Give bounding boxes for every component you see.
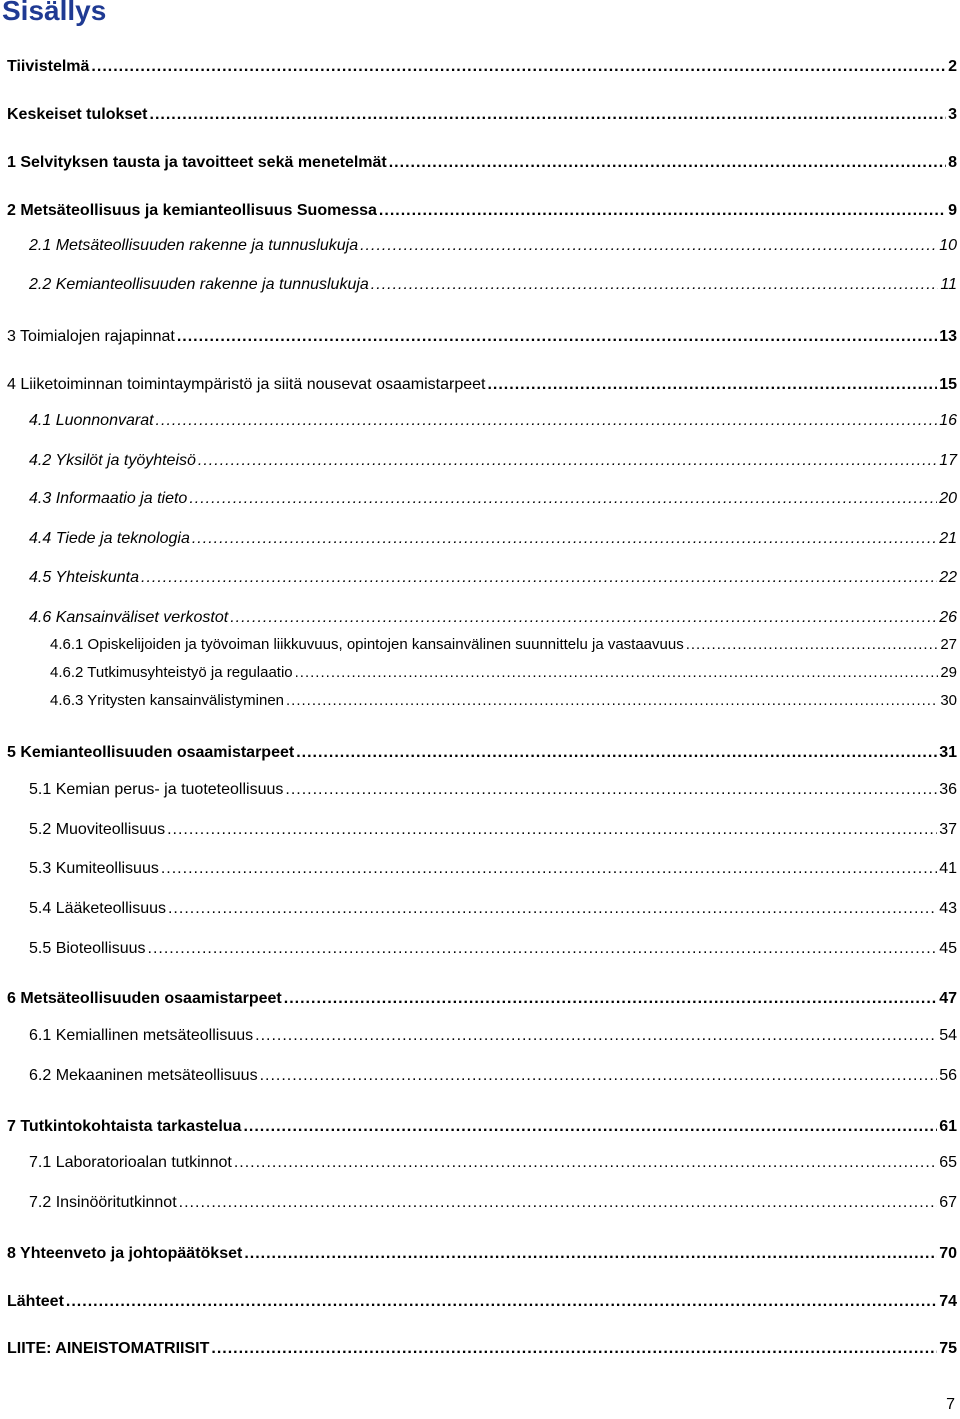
toc-entry-label: 5 Kemianteollisuuden osaamistarpeet — [7, 744, 295, 761]
toc-entry-label: Tiivistelmä — [7, 58, 90, 75]
toc-entry-page: 75 — [939, 1340, 957, 1357]
toc-entry-label: 2.2 Kemianteollisuuden rakenne ja tunnuslukuja — [29, 276, 369, 293]
toc-entry-page: 11 — [940, 276, 957, 293]
toc-entry-label: 5.3 Kumiteollisuus — [29, 860, 159, 877]
toc-entry-page: 3 — [948, 106, 957, 123]
toc-leader — [296, 744, 937, 762]
toc-entry[interactable] — [29, 821, 957, 839]
toc-entry-page: 10 — [939, 237, 957, 254]
toc-leader — [66, 1293, 937, 1311]
toc-entry-label: 1 Selvityksen tausta ja tavoitteet sekä menetelmät — [7, 154, 387, 171]
toc-entry[interactable] — [29, 1027, 957, 1045]
toc-leader — [168, 900, 937, 918]
toc-leader — [243, 1118, 937, 1136]
page-title: Sisällys — [2, 0, 107, 26]
toc-entry-page: 70 — [939, 1245, 957, 1262]
toc-leader — [230, 609, 937, 627]
toc-entry[interactable] — [29, 1154, 957, 1172]
toc-entry-label: 5.2 Muoviteollisuus — [29, 821, 166, 838]
toc-entry[interactable] — [29, 569, 957, 587]
toc-entry-label: 4.6.2 Tutkimusyhteistyö ja regulaatio — [50, 664, 293, 681]
toc-entry-label: 4.4 Tiede ja teknologia — [29, 530, 190, 547]
toc-entry-page: 56 — [939, 1067, 957, 1084]
toc-entry[interactable] — [29, 452, 957, 470]
page-number: 7 — [946, 1396, 955, 1413]
toc-leader — [260, 1067, 938, 1085]
toc-entry[interactable] — [50, 636, 957, 653]
toc-entry-label: 6.2 Mekaaninen metsäteollisuus — [29, 1067, 258, 1084]
toc-entry[interactable] — [29, 860, 957, 878]
toc-leader — [360, 237, 937, 255]
toc-entry-label: 4.1 Luonnonvarat — [29, 412, 154, 429]
toc-leader — [167, 821, 937, 839]
toc-entry-label: 4.6.1 Opiskelijoiden ja työvoiman liikkuvuus, opintojen kansainvälinen suunnittelu ja vastaavuus — [50, 636, 684, 653]
toc-leader — [161, 860, 937, 878]
toc-entry-page: 27 — [940, 636, 957, 653]
toc-entry[interactable] — [29, 781, 957, 799]
toc-entry-page: 22 — [939, 569, 957, 586]
toc-entry[interactable] — [29, 1067, 957, 1085]
toc-leader — [198, 452, 937, 470]
toc-entry-page: 43 — [939, 900, 957, 917]
toc-entry-label: 8 Yhteenveto ja johtopäätökset — [7, 1245, 243, 1262]
toc-leader — [286, 692, 938, 709]
toc-leader — [234, 1154, 937, 1172]
toc-entry-page: 9 — [948, 202, 957, 219]
toc-leader — [379, 202, 946, 220]
toc-entry-page: 74 — [939, 1293, 957, 1310]
toc-entry-label: 6 Metsäteollisuuden osaamistarpeet — [7, 990, 282, 1007]
toc-leader — [487, 376, 937, 394]
toc-entry-page: 36 — [939, 781, 957, 798]
toc-entry-page: 47 — [939, 990, 957, 1007]
toc-entry[interactable] — [7, 58, 957, 76]
toc-entry[interactable] — [29, 412, 957, 430]
toc-entry[interactable] — [29, 940, 957, 958]
toc-entry-label: LIITE: AINEISTOMATRIISIT — [7, 1340, 210, 1357]
toc-leader — [141, 569, 937, 587]
toc-leader — [285, 781, 937, 799]
toc-entry-label: 4 Liiketoiminnan toimintaympäristö ja siitä nousevat osaamistarpeet — [7, 376, 486, 393]
toc-entry-label: 5.5 Bioteollisuus — [29, 940, 146, 957]
toc-leader — [148, 940, 938, 958]
toc-entry-page: 29 — [940, 664, 957, 681]
toc-entry[interactable] — [7, 154, 957, 172]
toc-leader — [192, 530, 937, 548]
toc-entry-label: Lähteet — [7, 1293, 64, 1310]
toc-entry-label: 5.4 Lääketeollisuus — [29, 900, 166, 917]
toc-entry-page: 17 — [939, 452, 957, 469]
toc-entry[interactable] — [7, 1118, 957, 1136]
toc-entry-page: 31 — [939, 744, 957, 761]
toc-entry[interactable] — [7, 990, 957, 1008]
toc-leader — [179, 1194, 938, 1212]
toc-entry-label: 7 Tutkintokohtaista tarkastelua — [7, 1118, 242, 1135]
toc-entry-page: 2 — [948, 58, 957, 75]
toc-entry-label: 4.2 Yksilöt ja työyhteisö — [29, 452, 196, 469]
toc-entry-label: 7.2 Insinööritutkinnot — [29, 1194, 177, 1211]
toc-entry[interactable] — [7, 106, 957, 124]
toc-entry-page: 20 — [939, 490, 957, 507]
toc-entry[interactable] — [7, 202, 957, 220]
toc-entry-page: 26 — [939, 609, 957, 626]
toc-entry-page: 41 — [939, 860, 957, 877]
toc-entry-label: 2 Metsäteollisuus ja kemianteollisuus Suomessa — [7, 202, 377, 219]
toc-entry[interactable] — [50, 692, 957, 709]
toc-entry-page: 15 — [939, 376, 957, 393]
toc-entry-page: 45 — [939, 940, 957, 957]
toc-leader — [389, 154, 946, 172]
toc-entry-page: 21 — [939, 530, 957, 547]
toc-leader — [284, 990, 937, 1008]
toc-entry[interactable] — [29, 276, 957, 294]
toc-entry[interactable] — [29, 900, 957, 918]
toc-leader — [211, 1340, 937, 1358]
toc-entry-page: 67 — [939, 1194, 957, 1211]
toc-entry-label: 4.3 Informaatio ja tieto — [29, 490, 188, 507]
toc-entry[interactable] — [7, 1340, 957, 1358]
toc-entry[interactable] — [50, 664, 957, 681]
toc-leader — [295, 664, 939, 681]
toc-entry[interactable] — [29, 237, 957, 255]
toc-entry[interactable] — [7, 744, 957, 762]
toc-leader — [255, 1027, 937, 1045]
toc-entry[interactable] — [29, 1194, 957, 1212]
toc-leader — [177, 328, 937, 346]
toc-entry[interactable] — [7, 1293, 957, 1311]
toc-entry-label: 3 Toimialojen rajapinnat — [7, 328, 175, 345]
toc-leader — [244, 1245, 937, 1263]
toc-leader — [91, 58, 946, 76]
toc-entry-label: 4.5 Yhteiskunta — [29, 569, 140, 586]
toc-entry-page: 16 — [939, 412, 957, 429]
toc-entry[interactable] — [7, 328, 957, 346]
toc-leader — [686, 636, 939, 653]
toc-entry-label: 4.6 Kansainväliset verkostot — [29, 609, 229, 626]
toc-leader — [371, 276, 939, 294]
toc-entry-page: 37 — [939, 821, 957, 838]
toc-entry-page: 13 — [939, 328, 957, 345]
toc-entry-page: 30 — [940, 692, 957, 709]
toc-entry-label: 2.1 Metsäteollisuuden rakenne ja tunnuslukuja — [29, 237, 359, 254]
toc-entry-label: Keskeiset tulokset — [7, 106, 148, 123]
toc-leader — [150, 106, 947, 124]
toc-entry[interactable] — [7, 1245, 957, 1263]
toc-entry[interactable] — [7, 376, 957, 394]
toc-entry-label: 4.6.3 Yritysten kansainvälistyminen — [50, 692, 285, 709]
toc-entry[interactable] — [29, 530, 957, 548]
toc-entry-label: 5.1 Kemian perus- ja tuoteteollisuus — [29, 781, 284, 798]
toc-entry-page: 61 — [939, 1118, 957, 1135]
toc-leader — [189, 490, 937, 508]
toc-leader — [156, 412, 938, 430]
toc-entry[interactable] — [29, 609, 957, 627]
toc-entry-page: 54 — [939, 1027, 957, 1044]
toc-entry-label: 6.1 Kemiallinen metsäteollisuus — [29, 1027, 254, 1044]
toc-entry-page: 65 — [939, 1154, 957, 1171]
toc-entry-page: 8 — [948, 154, 957, 171]
toc-entry-label: 7.1 Laboratorioalan tutkinnot — [29, 1154, 232, 1171]
toc-entry[interactable] — [29, 490, 957, 508]
